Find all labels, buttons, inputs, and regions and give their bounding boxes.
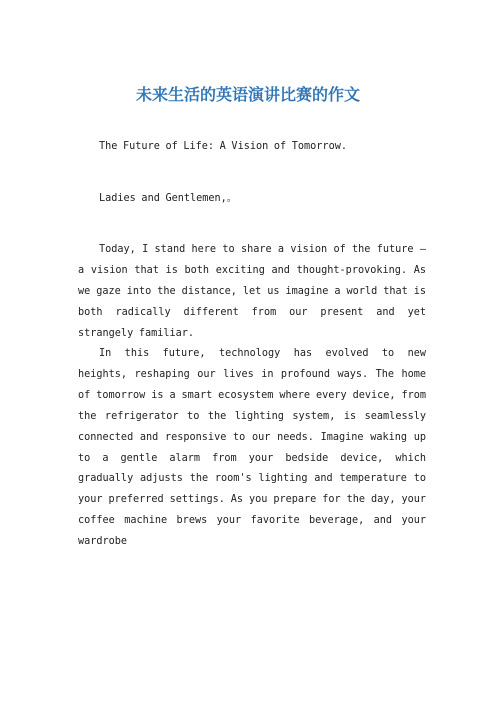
document-title: 未来生活的英语演讲比赛的作文 <box>135 85 360 104</box>
paragraph-intro: Today, I stand here to share a vision of the future – a vision that is both exciting and thought-provoking. As we gaze into the distance, let us imagine a world that is both radically different from our present and yet strangely familiar. <box>78 244 426 339</box>
paragraph-technology: In this future, technology has evolved to new heights, reshaping our lives in profound ways. The home of tomorrow is a smart ecosystem where every device, from the refrigerator to the lighting system, is seamlessly connected and responsive to our needs. Imagine waking up to a gentle alarm from your bedside device, which gradually adjusts the room's lighting and temperature to your preferred settings. As you prepare for the day, your coffee machine brews your favorite beverage, and your wardrobe <box>78 348 426 548</box>
paragraph-greeting: Ladies and Gentlemen,。 <box>99 193 237 204</box>
paragraph-subtitle: The Future of Life: A Vision of Tomorrow. <box>99 141 347 152</box>
